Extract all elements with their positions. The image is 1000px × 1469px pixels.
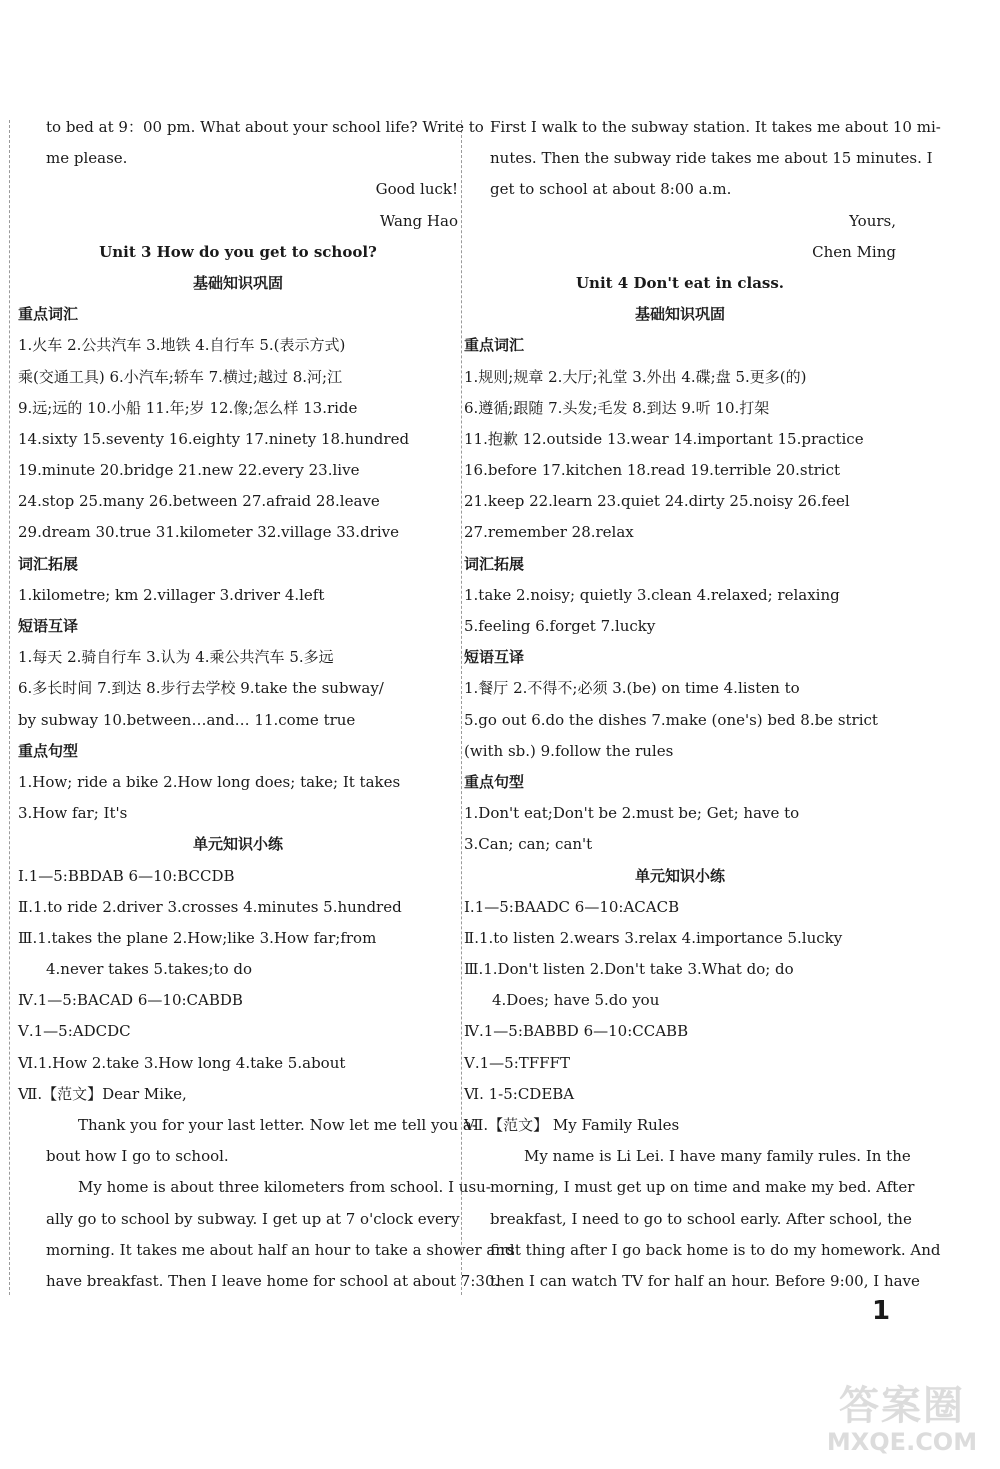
watermark [812,1384,992,1456]
left-line: have breakfast. Then I leave home for school at about 7:30. [46,1271,500,1290]
left-line: 重点句型 [18,741,79,760]
right-line: 6.遵循;跟随 7.头发;毛发 8.到达 9.听 10.打架 [464,398,770,417]
left-line: 1.火车 2.公共汽车 3.地铁 4.自行车 5.(表示方式) [18,336,346,355]
left-line: 14.sixty 15.seventy 16.eighty 17.ninety 18.hundred [18,429,410,448]
right-line: Ⅲ.1.Don't listen 2.Don't take 3.What do; do [464,960,794,979]
right-line: morning, I must get up on time and make my bed. After [490,1178,915,1197]
right-line: 1.餐厅 2.不得不;必须 3.(be) on time 4.listen to [464,679,800,698]
left-line: Thank you for your last letter. Now let me tell you a- [78,1116,477,1134]
left-line: 1.kilometre; km 2.villager 3.driver 4.left [18,585,325,604]
left-line: 4.never takes 5.takes;to do [46,960,253,979]
right-line: First I walk to the subway station. It takes me about 10 mi- [490,118,941,136]
left-line: 基础知识巩固 [192,273,283,292]
right-line: get to school at about 8:00 a.m. [490,180,732,199]
right-line: Chen Ming [812,242,896,261]
right-line: 1.Don't eat;Don't be 2.must be; Get; have to [464,804,800,823]
left-line: me please. [46,149,128,168]
right-line: 11.抱歉 12.outside 13.wear 14.important 15.practice [464,429,864,448]
left-line: 短语互译 [18,617,79,635]
watermark-url: MXQE.COM [826,1428,978,1456]
right-line: Ⅵ. 1-5:CDEBA [464,1084,575,1103]
left-line: Wang Hao [379,211,458,230]
right-line: 27.remember 28.relax [464,523,634,542]
left-line: 乘(交通工具) 6.小汽车;轿车 7.横过;越过 8.河;江 [18,367,343,386]
left-line: 重点词汇 [18,305,79,324]
left-line: 1.每天 2.骑自行车 3.认为 4.乘公共汽车 5.多远 [18,648,334,667]
left-column [18,112,515,1297]
right-line: Ⅰ.1—5:BAADC 6—10:ACACB [464,897,680,916]
right-line: breakfast, I need to go to school early. After school, the [490,1209,912,1228]
left-line: morning. It takes me about half an hour to take a shower and [46,1240,515,1259]
left-line: ally go to school by subway. I get up at 7 o'clock every [46,1209,460,1228]
left-line: Ⅶ.【范文】Dear Mike, [18,1084,187,1103]
watermark-logo: 答案圈 [839,1383,965,1429]
right-line: My name is Li Lei. I have many family rules. In the [524,1147,911,1166]
left-line: Ⅳ.1—5:BACAD 6—10:CABDB [18,991,243,1010]
right-line: 16.before 17.kitchen 18.read 19.terrible 20.strict [464,461,841,480]
right-line: Unit 4 Don't eat in class. [575,273,785,292]
right-line: Ⅴ.1—5:TFFFT [464,1053,570,1072]
left-line: 1.How; ride a bike 2.How long does; take; It takes [18,772,401,791]
left-line: 29.dream 30.true 31.kilometer 32.village 33.drive [18,523,399,542]
left-line: 6.多长时间 7.到达 8.步行去学校 9.take the subway/ [18,679,384,698]
left-line: by subway 10.between…and… 11.come true [18,710,356,729]
left-line: Good luck! [375,180,458,199]
left-line: 24.stop 25.many 26.between 27.afraid 28.leave [18,492,380,511]
right-line: 1.规则;规章 2.大厅;礼堂 3.外出 4.碟;盘 5.更多(的) [464,367,807,386]
right-line: 3.Can; can; can't [464,835,593,854]
right-line: 基础知识巩固 [634,305,725,324]
right-line: 重点句型 [464,772,525,791]
left-line: Ⅰ.1—5:BBDAB 6—10:BCCDB [18,866,235,885]
left-line: 19.minute 20.bridge 21.new 22.every 23.live [18,461,360,480]
right-line: 5.go out 6.do the dishes 7.make (one's) bed 8.be strict [464,710,878,729]
left-line: 词汇拓展 [18,554,79,573]
cut-line-left [9,120,10,1295]
left-line: to bed at 9：00 pm. What about your school life? Write to [46,118,484,136]
left-line: Ⅵ.1.How 2.take 3.How long 4.take 5.about [18,1053,346,1072]
right-line: nutes. Then the subway ride takes me about 15 minutes. I [490,149,933,168]
left-line: 9.远;远的 10.小船 11.年;岁 12.像;怎么样 13.ride [18,398,358,417]
left-line: Unit 3 How do you get to school? [99,242,377,261]
right-line: Ⅶ.【范文】 My Family Rules [464,1116,680,1134]
right-line: 重点词汇 [464,336,525,355]
left-line: My home is about three kilometers from school. I usu- [78,1178,491,1197]
right-line: 4.Does; have 5.do you [492,991,660,1010]
right-line: 短语互译 [464,648,525,667]
left-line: 3.How far; It's [18,804,128,823]
right-line: 5.feeling 6.forget 7.lucky [464,617,656,635]
left-line: Ⅲ.1.takes the plane 2.How;like 3.How far;from [18,928,377,947]
right-line: 1.take 2.noisy; quietly 3.clean 4.relaxed; relaxing [464,585,840,604]
right-line: 单元知识小练 [634,866,725,885]
left-line: Ⅴ.1—5:ADCDC [18,1022,131,1041]
right-line: first thing after I go back home is to do my homework. And [490,1240,941,1259]
right-line: then I can watch TV for half an hour. Before 9:00, I have [490,1271,920,1290]
left-line: 单元知识小练 [192,835,283,854]
right-line: 词汇拓展 [464,554,525,573]
left-line: bout how I go to school. [46,1147,229,1166]
right-line: (with sb.) 9.follow the rules [464,741,674,760]
right-line: Yours, [849,211,896,230]
page-number: 1 [872,1296,891,1326]
right-column [464,112,941,1297]
left-line: Ⅱ.1.to ride 2.driver 3.crosses 4.minutes 5.hundred [18,897,402,916]
right-line: Ⅳ.1—5:BABBD 6—10:CCABB [464,1022,689,1041]
right-line: Ⅱ.1.to listen 2.wears 3.relax 4.importance 5.lucky [464,928,843,947]
right-line: 21.keep 22.learn 23.quiet 24.dirty 25.noisy 26.feel [464,492,850,511]
